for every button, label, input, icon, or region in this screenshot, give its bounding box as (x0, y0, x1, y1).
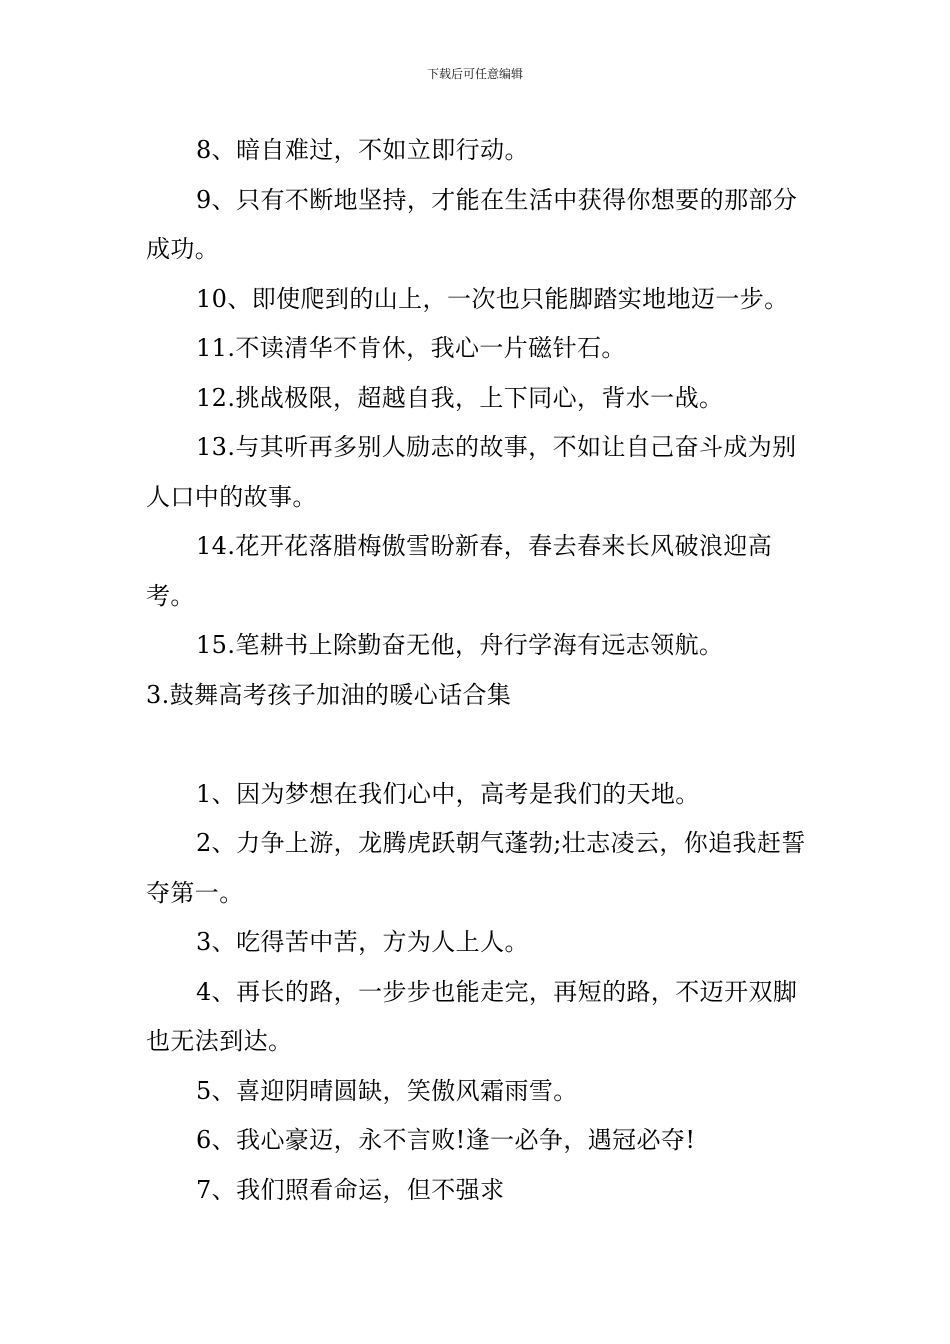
section-heading: 3.鼓舞高考孩子加油的暖心话合集 (146, 680, 512, 709)
list-item: 6、我心豪迈，永不言败!逢一必争，遇冠必夺! (196, 1126, 696, 1154)
list-item: 4、再长的路，一步步也能走完，再短的路，不迈开双脚也无法到达。 (146, 977, 798, 1055)
list-item: 11.不读清华不肯休，我心一片磁针石。 (196, 334, 626, 362)
list-item: 5、喜迎阴晴圆缺，笑傲风霜雨雪。 (196, 1076, 578, 1105)
list-item: 12.挑战极限，超越自我，上下同心，背水一战。 (196, 383, 724, 412)
list-item: 15.笔耕书上除勤奋无他，舟行学海有远志领航。 (196, 631, 724, 659)
blank-line (146, 720, 816, 770)
list-item: 1、因为梦想在我们心中，高考是我们的天地。 (196, 779, 700, 808)
document-body (146, 126, 816, 1215)
list-item: 2、力争上游，龙腾虎跃朝气蓬勃;壮志凌云，你追我赶誓夺第一。 (146, 829, 806, 907)
list-item: 14.花开花落腊梅傲雪盼新春，春去春来长风破浪迎高考。 (146, 532, 773, 610)
list-item: 7、我们照看命运，但不强求 (196, 1175, 505, 1204)
list-item: 8、暗自难过，不如立即行动。 (196, 136, 529, 164)
list-item: 9、只有不断地坚持，才能在生活中获得你想要的那部分成功。 (146, 185, 798, 263)
list-item: 13.与其听再多别人励志的故事，不如让自己奋斗成为别人口中的故事。 (146, 433, 797, 511)
list-item: 10、即使爬到的山上，一次也只能脚踏实地地迈一步。 (196, 284, 789, 313)
list-item: 3、吃得苦中苦，方为人上人。 (196, 928, 529, 956)
page-header: 下载后可任意编辑 (426, 67, 523, 81)
